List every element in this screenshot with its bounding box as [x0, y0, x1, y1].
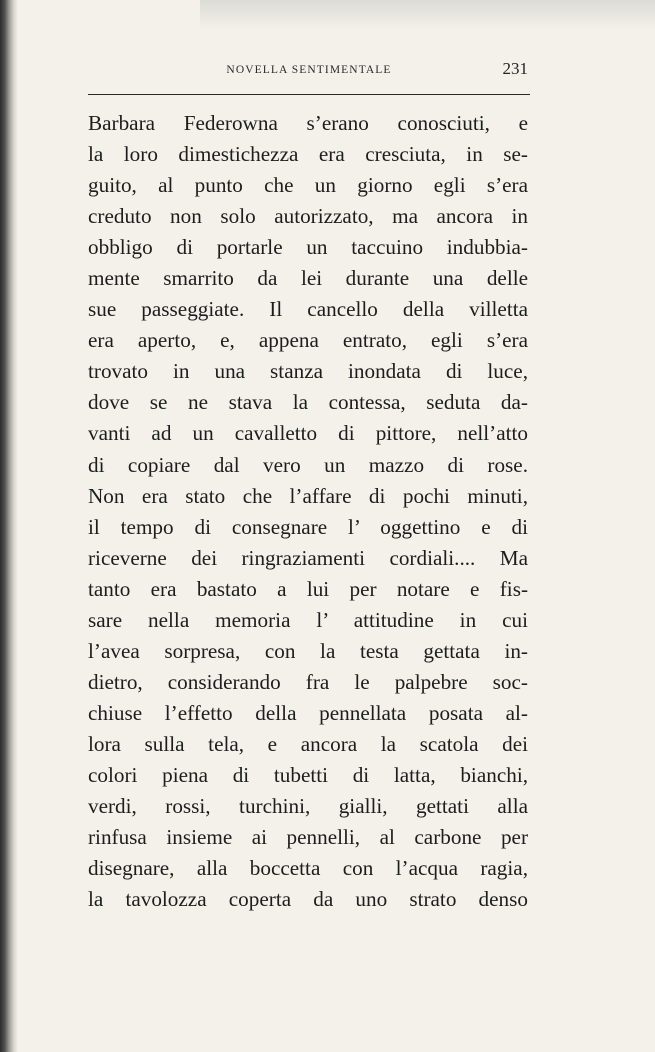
text-line: rinfusa insieme ai pennelli, al carbone per — [88, 825, 528, 850]
text-line: era aperto, e, appena entrato, egli s’era — [88, 328, 528, 353]
running-title: NOVELLA SENTIMENTALE — [226, 64, 392, 76]
text-line: dietro, considerando fra le palpebre soc- — [88, 669, 528, 694]
text-line: Barbara Federowna s’erano conosciuti, e — [88, 111, 528, 135]
page-top-shading — [200, 0, 655, 30]
text-line: verdi, rossi, turchini, gialli, gettati alla — [88, 794, 528, 819]
text-line: chiuse l’effetto della pennellata posata al- — [88, 700, 528, 725]
text-line: riceverne dei ringraziamenti cordiali.... Ma — [88, 545, 528, 570]
page-binding-edge — [0, 0, 18, 1052]
text-line: tanto era bastato a lui per notare e fis- — [88, 576, 528, 601]
text-line: obbligo di portarle un taccuino indubbia- — [88, 235, 528, 260]
text-line: Non era stato che l’affare di pochi minuti, — [88, 483, 528, 508]
text-line: dove se ne stava la contessa, seduta da- — [88, 390, 528, 415]
text-line: creduto non solo autorizzato, ma ancora in — [88, 204, 528, 229]
text-line: la tavolozza coperta da uno strato denso — [88, 887, 528, 912]
text-line: trovato in una stanza inondata di luce, — [88, 359, 528, 384]
text-line: di copiare dal vero un mazzo di rose. — [88, 452, 528, 477]
text-line: mente smarrito da lei durante una delle — [88, 266, 528, 291]
text-line: colori piena di tubetti di latta, bianchi, — [88, 762, 528, 787]
page-header — [88, 58, 530, 95]
body-text — [88, 108, 528, 915]
text-line: la loro dimestichezza era cresciuta, in se- — [88, 142, 528, 167]
text-line: disegnare, alla boccetta con l’acqua ragia, — [88, 856, 528, 881]
page-number: 231 — [502, 59, 528, 78]
text-line: sue passeggiate. Il cancello della villetta — [88, 297, 528, 322]
text-line: l’avea sorpresa, con la testa gettata in- — [88, 638, 528, 663]
text-line: guito, al punto che un giorno egli s’era — [88, 173, 528, 198]
text-line: lora sulla tela, e ancora la scatola dei — [88, 731, 528, 756]
text-line: vanti ad un cavalletto di pittore, nell’atto — [88, 421, 528, 446]
text-line: il tempo di consegnare l’ oggettino e di — [88, 514, 528, 539]
text-line: sare nella memoria l’ attitudine in cui — [88, 607, 528, 632]
